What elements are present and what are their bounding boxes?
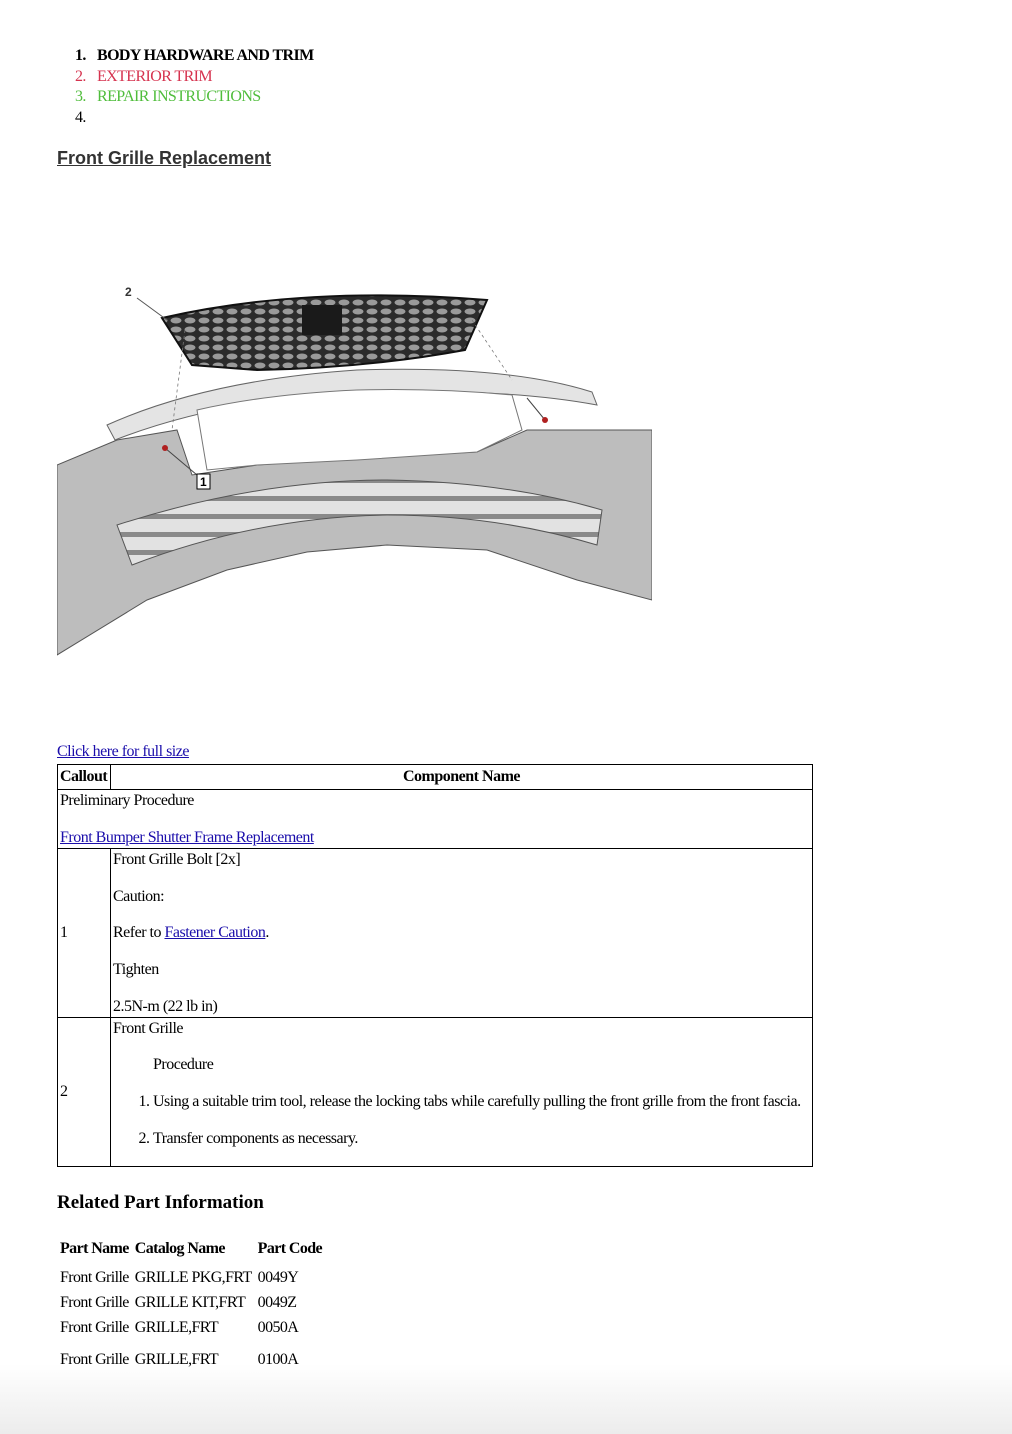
catalog-name: GRILLE KIT,FRT (134, 1294, 246, 1311)
part-code: 0049Y (257, 1269, 299, 1286)
breadcrumb-item-body-hardware[interactable]: 1. BODY HARDWARE AND TRIM (75, 47, 314, 64)
callout-header: Callout (58, 765, 111, 790)
breadcrumb (75, 46, 314, 128)
catalog-name-header: Catalog Name (134, 1240, 225, 1257)
part-name: Front Grille (60, 1319, 129, 1336)
page-bottom-shade (0, 1364, 1012, 1434)
related-part-heading: Related Part Information (57, 1192, 264, 1213)
front-grille-diagram[interactable] (57, 280, 652, 660)
front-bumper-shutter-link[interactable]: Front Bumper Shutter Frame Replacement (60, 829, 314, 846)
table-row (57, 1337, 325, 1369)
component-table-header (58, 765, 813, 790)
part-code: 0100A (257, 1351, 299, 1368)
part-code-header: Part Code (257, 1240, 323, 1257)
catalog-name: GRILLE,FRT (134, 1351, 219, 1368)
related-parts-table (57, 1236, 325, 1369)
preliminary-label: Preliminary Procedure (60, 792, 194, 809)
table-row (57, 1312, 325, 1337)
part-name: Front Grille (60, 1294, 129, 1311)
part-name: Front Grille (60, 1351, 129, 1368)
row2-name: Front Grille (113, 1020, 183, 1037)
table-row (58, 849, 813, 1018)
torque-value: 2.5N-m (22 lb in) (113, 998, 218, 1015)
procedure-step: 2. Transfer components as necessary. (153, 1129, 810, 1149)
refer-line (113, 923, 810, 943)
table-row (57, 1262, 325, 1287)
catalog-name: GRILLE,FRT (134, 1319, 219, 1336)
callout-2-label: 2 (125, 285, 132, 299)
caution-label: Caution: (113, 888, 165, 905)
full-size-link[interactable]: Click here for full size (57, 743, 189, 760)
component-name-header: Component Name (111, 765, 813, 790)
part-code: 0050A (257, 1319, 299, 1336)
row1-callout: 1 (58, 849, 111, 1018)
procedure-steps (113, 1092, 810, 1149)
procedure-step: 1. Using a suitable trim tool, release the locking tabs while carefully pulling the front grille from the front fascia. (153, 1092, 810, 1112)
part-name-header: Part Name (60, 1240, 129, 1257)
page-title: Front Grille Replacement (57, 148, 272, 168)
component-table (57, 764, 813, 1167)
table-row (58, 1018, 813, 1167)
callout-1-label: 1 (200, 475, 207, 489)
row1-name: Front Grille Bolt [2x] (113, 851, 241, 868)
preliminary-row (58, 790, 813, 849)
tighten-label: Tighten (113, 961, 159, 978)
row2-callout: 2 (58, 1018, 111, 1167)
breadcrumb-item-current: 4. (75, 108, 86, 126)
fastener-caution-link[interactable]: Fastener Caution (164, 924, 266, 941)
parts-table-header (57, 1236, 325, 1262)
breadcrumb-item-repair-instructions[interactable]: 3. REPAIR INSTRUCTIONS (75, 88, 261, 105)
part-code: 0049Z (257, 1294, 297, 1311)
part-name: Front Grille (60, 1269, 129, 1286)
refer-suffix: . (265, 924, 269, 941)
catalog-name: GRILLE PKG,FRT (134, 1269, 252, 1286)
procedure-label: Procedure (153, 1056, 214, 1073)
breadcrumb-item-exterior-trim[interactable]: 2. EXTERIOR TRIM (75, 67, 213, 85)
table-row (57, 1287, 325, 1312)
refer-prefix: Refer to (113, 924, 161, 941)
